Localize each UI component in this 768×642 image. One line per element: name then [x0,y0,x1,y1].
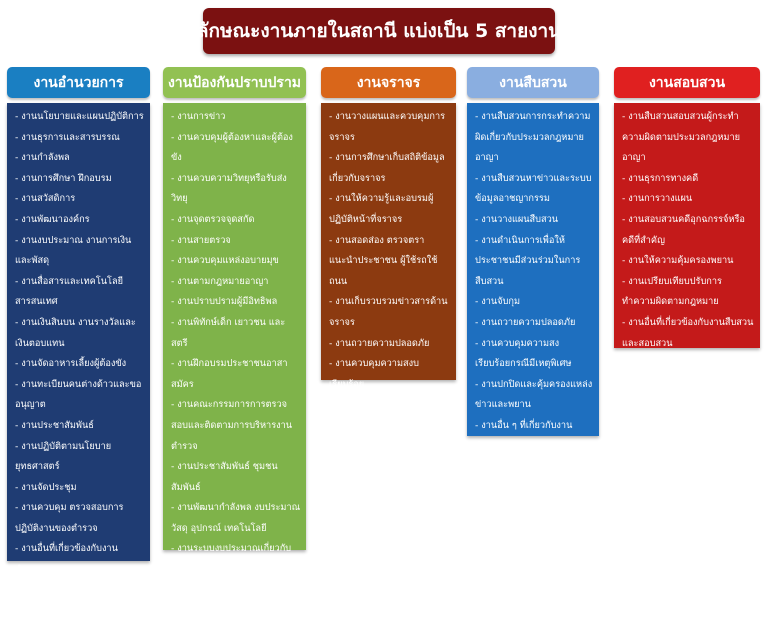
list-item: - งานอื่น ๆ ที่เกี่ยวกับงานสืบสวน [475,419,573,452]
list-item: - งานควบคุมความสงบเรียบร้อย [171,605,297,617]
column-header: งานสืบสวน [467,67,599,98]
list-item: - งานสืบสวนหาข่าวและระบบข้อมูลอาชญากรรม [475,172,592,205]
list-item: - งานควบความวิทยุหรือรับส่งวิทยุ [171,172,287,205]
column-inquiry [614,67,760,348]
list-item: - งานสวัสดิการ [15,193,76,205]
item-list [475,107,594,457]
item-list [622,107,755,354]
list-item: - งานธุรการและสารบรรณ [15,131,120,143]
list-item: - งานสอดส่อง ตรวจตราแนะนำประชาชน ผู้ใช้รถใช้ถนน [329,234,438,287]
list-item: - งานให้ความคุ้มครองพยาน [622,255,734,267]
column-body [7,103,150,576]
column-header: งานอำนวยการ [7,67,150,98]
list-item: - งานพัฒนากำลังพล งบประมาณวัสดุ อุปกรณ์ เทคโนโลยี [171,502,301,534]
list-item: - งานวางแผนสืบสวน [475,213,559,225]
list-item: - งานฝึกอบรมประชาชนอาสาสมัคร [171,358,288,390]
list-item: - งานสายตรวจ [171,234,231,246]
list-item: - งานควบคุมความสงบเรียบร้อย [329,358,419,390]
list-item: - งานงบประมาณ งานการเงินและพัสดุ [15,234,132,267]
list-item: - งานอื่นที่เกี่ยวกับงานป้องกัน [171,625,286,637]
list-item: - งานสื่อสารและเทคโนโลยีสารสนเทศ [15,275,123,308]
column-header: งานป้องกันปราบปราม [163,67,306,98]
item-list [171,107,301,642]
list-item: - งานควบคุมแหล่งอบายมุข [171,255,279,267]
list-item: - งานอื่นๆที่เกี่ยวข้องกับงาน [329,399,437,411]
column-header: งานสอบสวน [614,67,760,98]
list-item: - งานทะเบียนคนต่างด้าวและขออนุญาต [15,378,142,411]
list-item: - งานจับกุม [475,296,520,308]
column-administration [7,67,150,576]
column-investigation [467,67,599,452]
list-item: - งานการศึกษา ฝึกอบรม [15,172,112,184]
list-item: - งานนโยบายและแผนปฏิบัติการ [15,111,144,122]
list-item: - งานจัดประชุม [15,481,77,493]
list-item: - งานให้ความรู้และอบรมผู้ปฏิบัติหน้าที่จราจร [329,193,434,225]
list-item: - งานสืบสวนสอบสวนผู้กระทำความผิดตามประมวลกฎหมายอาญา [622,111,740,164]
list-item: - งานพัฒนาองค์กร [15,213,90,225]
list-item: - งานอื่นที่เกี่ยวข้องกับงานสืบสวนและสอบสวน [622,316,754,349]
list-item: - งานจุดตรวจจุดสกัด [171,213,255,225]
list-item: - งานเก็บรวบรวมข่าวสารด้านจราจร [329,296,448,328]
list-item: - งานถวายความปลอดภัย [171,584,272,596]
list-item: - งานระบบงบประมาณเกี่ยวกับงานป้องกันปราบปราม [171,543,292,576]
column-body [163,103,306,637]
list-item: - งานสอบสวนคดีอุกฉกรรจ์หรือคดีที่สำคัญ [622,213,745,246]
column-traffic [321,67,456,411]
list-item: - งานพิทักษ์เด็ก เยาวชน และสตรี [171,316,286,349]
list-item: - งานปราบปรามผู้มีอิทธิพล [171,296,278,308]
column-body [467,103,599,452]
list-item: - งานสืบสวนการกระทำความผิดเกี่ยวกับประมวลกฎหมายอาญา [475,111,591,164]
list-item: - งานปฏิบัติตามนโยบายยุทธศาสตร์ [15,440,112,473]
list-item: - งานธุรการทางคดี [622,172,699,184]
item-list [15,107,145,581]
list-item: - งานการศึกษาเก็บสถิติข้อมูลเกี่ยวกับจราจร [329,152,445,184]
list-item: - งานควบคุมความสงเรียบร้อยกรณีมีเหตุพิเศษ [475,337,572,370]
column-body [321,103,456,411]
list-item: - งานการข่าว [171,111,226,122]
column-body [614,103,760,348]
list-item: - งานควบคุมผู้ต้องหาและผู้ต้องขัง [171,131,293,164]
list-item: - งานคณะกรรมการการตรวจสอบและติดตามการบริหารงานตำรวจ [171,399,293,452]
list-item: - งานควบคุม ตรวจสอบการปฏิบัติงานของตำรวจ [15,502,124,534]
list-item: - งานประชาสัมพันธ์ [15,419,94,431]
list-item: - งานเงินสินบน งานรางวัลและเงินตอบแทน [15,316,136,349]
list-item: - งานถวายความปลอดภัย [329,337,430,349]
list-item: - งานปกปิดและคุ้มครองแหล่งข่าวและพยาน [475,378,593,411]
list-item: - งานอื่นที่เกี่ยวข้องกับงานอำนวยการ [15,543,118,576]
list-item: - งานเปรียบเทียบปรับการทำความผิดตามกฎหมาย [622,275,722,308]
list-item: - งานประชาสัมพันธ์ ชุมชนสัมพันธ์ [171,461,278,493]
column-header: งานจราจร [321,67,456,98]
list-item: - งานจัดอาหารเลี้ยงผู้ต้องขัง [15,358,127,370]
list-item: - งานวางแผนและควบคุมการจราจร [329,111,446,143]
list-item: - งานดำเนินการเพื่อให้ประชาชนมีส่วนร่วมในการสืบสวน [475,234,581,287]
list-item: - งานกำลังพล [15,152,70,164]
list-item: - งานตามกฎหมายอาญา [171,275,269,287]
list-item: - งานถวายความปลอดภัย [475,316,576,328]
diagram-title: ลักษณะงานภายในสถานี แบ่งเป็น 5 สายงาน [203,8,555,54]
item-list [329,107,451,416]
list-item: - งานการวางแผน [622,193,693,205]
column-prevention [163,67,306,637]
